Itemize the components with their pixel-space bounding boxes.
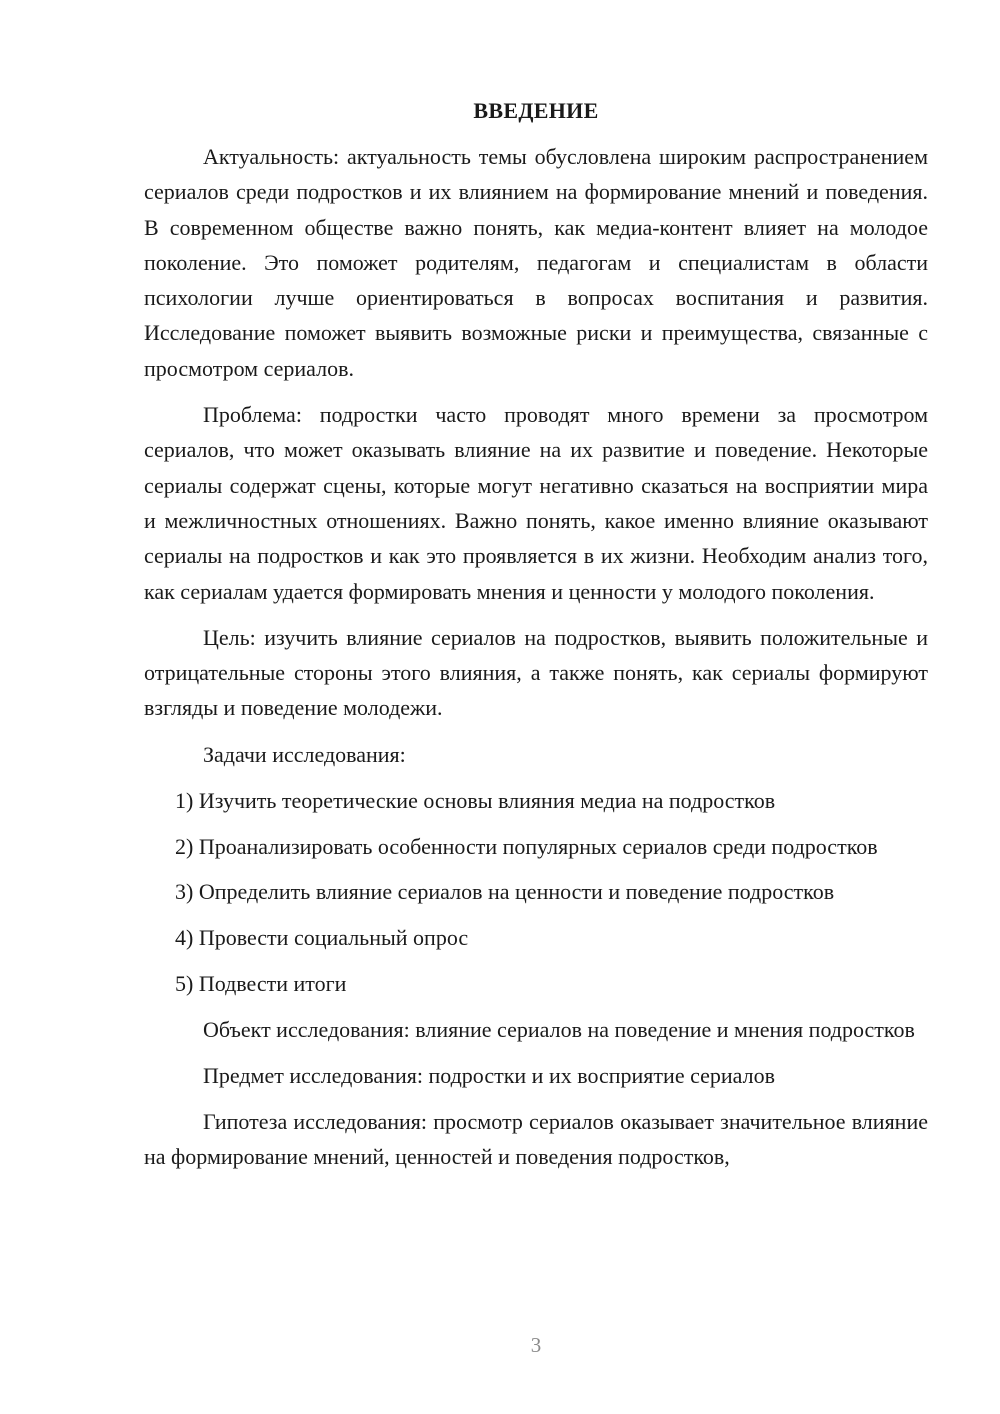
task-item: 4) Провести социальный опрос <box>175 925 469 951</box>
tasks-title: Задачи исследования: <box>203 741 406 767</box>
task-item: 2) Проанализировать особенности популярных сериалов среди подростков <box>175 833 878 859</box>
object-paragraph: Объект исследования: влияние сериалов на поведение и мнения подростков <box>203 1016 915 1042</box>
task-item: 3) Определить влияние сериалов на ценности и поведение подростков <box>175 879 835 905</box>
task-item: 1) Изучить теоретические основы влияния медиа на подростков <box>175 787 776 813</box>
relevance-paragraph: Актуальность: актуальность темы обусловлена широким распространением сериалов среди подростков и их влиянием на формирование мнений и поведения. В современном обществе важно понять, как медиа-контент влияет на молодое поколение. Это поможет родителям, педагогам и специалистам в области психологии лучше ориентироваться в вопросах воспитания и развития. Исследование поможет выявить возможные риски и преимущества, связанные с просмотром сериалов. <box>144 144 928 381</box>
page-number: 3 <box>530 1333 542 1357</box>
problem-paragraph: Проблема: подростки часто проводят много времени за просмотром сериалов, что может оказывать влияние на их развитие и поведение. Некоторые сериалы содержат сцены, которые могут негативно сказаться на восприятии мира и межличностных отношениях. Важно понять, какое именно влияние оказывают сериалы на подростков и как это проявляется в их жизни. Необходим анализ того, как сериалам удается формировать мнения и ценности у молодого поколения. <box>144 402 928 604</box>
subject-paragraph: Предмет исследования: подростки и их восприятие сериалов <box>203 1063 775 1089</box>
goal-paragraph: Цель: изучить влияние сериалов на подростков, выявить положительные и отрицательные стороны этого влияния, а также понять, как сериалы формируют взгляды и поведение молодежи. <box>144 624 928 721</box>
page-content <box>144 95 928 1186</box>
hypothesis-paragraph: Гипотеза исследования: просмотр сериалов оказывает значительное влияние на формирование мнений, ценностей и поведения подростков, <box>144 1109 928 1170</box>
section-heading: ВВЕДЕНИЕ <box>473 98 599 123</box>
task-item: 5) Подвести итоги <box>175 970 347 996</box>
